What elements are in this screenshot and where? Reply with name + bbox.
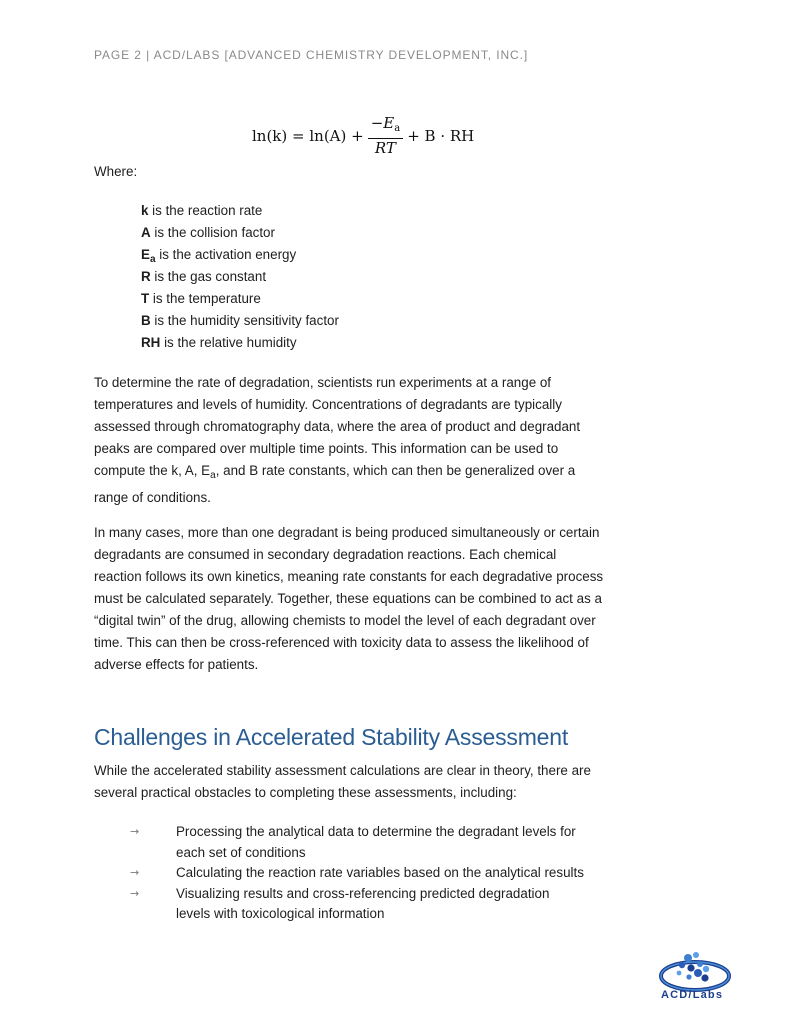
equation-lhs: ln(k) = ln(A) +: [252, 127, 364, 145]
definition-item: [141, 200, 339, 222]
rate-equation: [252, 114, 474, 158]
page-header: PAGE 2 | ACD/LABS [ADVANCED CHEMISTRY DEVELOPMENT, INC.]: [94, 48, 529, 62]
definition-desc: is the temperature: [149, 291, 261, 306]
equation-fraction: [368, 115, 404, 157]
paragraph-degradation-rate: [94, 372, 604, 509]
challenge-text: Calculating the reaction rate variables based on the analytical results: [176, 865, 584, 880]
section-heading: Challenges in Accelerated Stability Assessment: [94, 724, 569, 750]
arrow-icon: →: [130, 825, 140, 838]
arrow-icon: →: [130, 886, 140, 900]
definition-item: [141, 288, 339, 310]
definition-item: [141, 222, 339, 244]
definition-term: k: [141, 203, 149, 218]
fraction-denominator: RT: [374, 139, 396, 157]
definition-term: R: [141, 269, 151, 284]
logo-wordmark: ACD/Labs: [661, 989, 724, 1001]
challenge-item: [130, 822, 586, 863]
definition-desc: is the activation energy: [155, 247, 297, 262]
definition-desc: is the collision factor: [150, 225, 275, 240]
definition-term-sub: a: [149, 254, 156, 265]
numerator-subscript: a: [394, 123, 401, 134]
paragraph1-subscript: a: [210, 470, 216, 481]
definition-term: RH: [141, 335, 161, 350]
definition-item: [141, 310, 339, 332]
definition-item: [141, 244, 339, 266]
numerator-symbol: −E: [370, 114, 395, 132]
definition-term: T: [141, 291, 150, 306]
where-label: Where:: [94, 164, 138, 179]
definition-desc: is the relative humidity: [160, 335, 297, 350]
definition-term: B: [141, 313, 151, 328]
challenge-item: [130, 884, 586, 925]
arrow-icon: →: [130, 866, 140, 879]
definition-term: E: [141, 247, 150, 262]
definition-desc: is the gas constant: [150, 269, 267, 284]
paragraph-challenges-intro: While the accelerated stability assessment calculations are clear in theory, there are several practical obstacles to completing these assessments, including:: [94, 763, 591, 800]
challenge-item: [130, 863, 586, 884]
fraction-numerator: [368, 115, 404, 139]
definition-desc: is the reaction rate: [148, 203, 263, 218]
paragraph-multiple-degradants: In many cases, more than one degradant is being produced simultaneously or certain degradants are consumed in secondary degradation reactions. Each chemical reaction follows its own kinetics, meaning rate constants for each degradative process must be calculated separately. Together, these equations can be combined to act as a “digital twin” of the drug, allowing chemists to model the level of each degradant over time. This can then be cross-referenced with toxicity data to assess the likelihood of adverse effects for patients.: [94, 525, 604, 672]
challenge-text: Processing the analytical data to determine the degradant levels for each set of conditions: [176, 824, 576, 860]
equation-rhs: + B · RH: [407, 127, 475, 145]
paragraph1-text-a: To determine the rate of degradation, scientists run experiments at a range of temperatures and levels of humidity. Concentrations of degradants are typically assessed through chromatography data, where the area of product and degradant peaks are compared over multiple time points. This information can be used to compute the k, A, E: [94, 375, 581, 478]
definition-item: [141, 332, 339, 354]
definition-term: A: [141, 225, 151, 240]
definition-desc: is the humidity sensitivity factor: [150, 313, 339, 328]
definition-item: [141, 266, 339, 288]
paragraph1-text-b: , and B rate constants, which can then be generalized over a range of conditions.: [94, 463, 576, 505]
challenges-list: [130, 822, 586, 925]
challenge-text: Visualizing results and cross-referencing predicted degradation levels with toxicological information: [176, 885, 550, 921]
definitions-list: [141, 200, 339, 354]
